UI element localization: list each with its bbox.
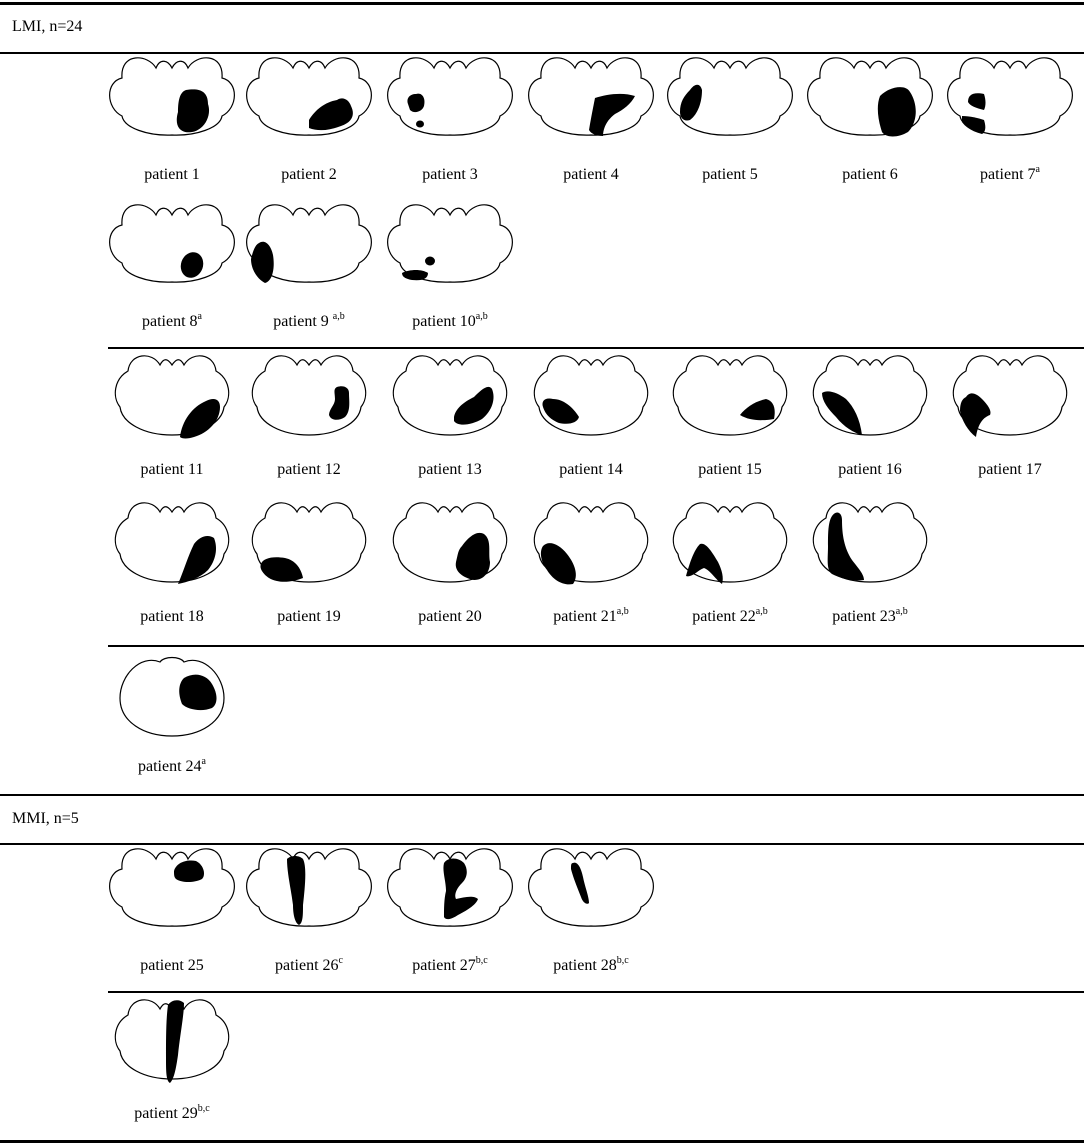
medulla-section-diagram — [666, 56, 794, 156]
patient-label: patient 2 — [281, 166, 337, 183]
patient-label: patient 7 — [980, 166, 1036, 183]
patient-caption — [527, 166, 655, 184]
patient-caption — [806, 166, 934, 184]
medulla-section-diagram — [946, 56, 1074, 156]
patient-caption — [386, 166, 514, 184]
patient-caption — [527, 461, 655, 479]
patient-figure — [666, 498, 794, 648]
patient-caption — [245, 166, 373, 184]
patient-label: patient 27 — [412, 957, 476, 974]
patient-caption — [108, 608, 236, 626]
medulla-section-diagram — [806, 498, 934, 598]
medulla-section-diagram — [946, 351, 1074, 451]
patient-footnote-marker: b,c — [616, 955, 629, 966]
patient-figure — [245, 498, 373, 648]
patient-figure — [245, 351, 373, 501]
patient-label: patient 18 — [140, 608, 204, 625]
patient-label: patient 29 — [134, 1105, 198, 1122]
patient-label: patient 12 — [277, 461, 341, 478]
medulla-section-diagram — [386, 351, 514, 451]
patient-label: patient 23 — [832, 608, 896, 625]
patient-figure — [108, 995, 236, 1145]
patient-footnote-marker: a,b — [895, 606, 908, 617]
patient-label: patient 10 — [412, 313, 476, 330]
patient-caption — [946, 166, 1074, 184]
patient-figure — [108, 203, 236, 353]
patient-figure — [527, 847, 655, 997]
patient-caption — [108, 166, 236, 184]
patient-label: patient 15 — [698, 461, 762, 478]
patient-label: patient 25 — [140, 957, 204, 974]
medulla-section-diagram — [527, 498, 655, 598]
medulla-section-diagram — [108, 203, 236, 303]
patient-label: patient 24 — [138, 758, 202, 775]
patient-figure — [806, 56, 934, 206]
patient-figure — [108, 351, 236, 501]
patient-figure — [386, 498, 514, 648]
medulla-section-diagram — [245, 203, 373, 303]
medulla-section-diagram — [108, 648, 236, 748]
medulla-section-diagram — [108, 995, 236, 1095]
medulla-section-diagram — [806, 56, 934, 156]
patient-footnote-marker: a — [1035, 164, 1040, 175]
patient-label: patient 13 — [418, 461, 482, 478]
patient-figure — [946, 351, 1074, 501]
patient-footnote-marker: a — [197, 311, 202, 322]
group-title-lmi: LMI, n=24 — [12, 18, 83, 35]
patient-caption — [108, 957, 236, 975]
medulla-section-diagram — [245, 498, 373, 598]
patient-caption — [108, 1105, 236, 1123]
patient-label: patient 9 — [273, 313, 333, 330]
medulla-section-diagram — [108, 56, 236, 156]
patient-label: patient 21 — [553, 608, 617, 625]
table-top-rule — [0, 2, 1084, 5]
patient-footnote-marker: c — [338, 955, 343, 966]
group-title-mmi: MMI, n=5 — [12, 810, 79, 827]
mmi-header-rule — [0, 843, 1084, 845]
medulla-section-diagram — [527, 351, 655, 451]
patient-figure — [245, 203, 373, 353]
patient-figure — [108, 56, 236, 206]
medulla-section-diagram — [386, 203, 514, 303]
patient-label: patient 8 — [142, 313, 198, 330]
medulla-section-diagram — [108, 847, 236, 947]
patient-caption — [386, 608, 514, 626]
patient-label: patient 26 — [275, 957, 339, 974]
patient-label: patient 4 — [563, 166, 619, 183]
patient-label: patient 6 — [842, 166, 898, 183]
patient-caption — [108, 313, 236, 331]
patient-caption — [386, 957, 514, 975]
medulla-section-diagram — [527, 56, 655, 156]
patient-figure — [806, 498, 934, 648]
patient-caption — [386, 313, 514, 331]
medulla-section-diagram — [386, 56, 514, 156]
patient-footnote-marker: b,c — [475, 955, 488, 966]
patient-caption — [245, 461, 373, 479]
patient-figure — [386, 203, 514, 353]
patient-caption — [666, 166, 794, 184]
patient-figure — [806, 351, 934, 501]
patient-caption — [946, 461, 1074, 479]
medulla-section-diagram — [108, 351, 236, 451]
patient-figure — [666, 351, 794, 501]
patient-figure — [527, 498, 655, 648]
patient-label: patient 19 — [277, 608, 341, 625]
patient-footnote-marker: a,b — [616, 606, 629, 617]
medulla-section-diagram — [666, 351, 794, 451]
patient-caption — [245, 313, 373, 331]
patient-caption — [108, 461, 236, 479]
patient-figure — [386, 847, 514, 997]
patient-figure — [386, 56, 514, 206]
patient-caption — [527, 608, 655, 626]
medulla-section-diagram — [806, 351, 934, 451]
patient-label: patient 11 — [140, 461, 204, 478]
lmi-header-rule — [0, 52, 1084, 54]
patient-label: patient 14 — [559, 461, 623, 478]
patient-caption — [666, 608, 794, 626]
patient-label: patient 22 — [692, 608, 756, 625]
patient-figure — [108, 648, 236, 798]
patient-caption — [108, 758, 236, 776]
medulla-section-diagram — [245, 847, 373, 947]
patient-footnote-marker: a,b — [475, 311, 488, 322]
patient-label: patient 1 — [144, 166, 200, 183]
patient-figure — [527, 56, 655, 206]
patient-caption — [806, 461, 934, 479]
patient-footnote-marker: b,c — [197, 1103, 210, 1114]
patient-footnote-marker: a,b — [755, 606, 768, 617]
patient-figure — [666, 56, 794, 206]
patient-caption — [666, 461, 794, 479]
patient-figure — [386, 351, 514, 501]
medulla-section-diagram — [666, 498, 794, 598]
patient-figure — [245, 56, 373, 206]
patient-caption — [527, 957, 655, 975]
medulla-section-diagram — [386, 847, 514, 947]
patient-label: patient 16 — [838, 461, 902, 478]
patient-caption — [245, 608, 373, 626]
patient-figure — [108, 498, 236, 648]
patient-figure — [527, 351, 655, 501]
patient-caption — [806, 608, 934, 626]
medulla-section-diagram — [245, 56, 373, 156]
patient-footnote-marker: a,b — [332, 311, 345, 322]
patient-caption — [386, 461, 514, 479]
patient-label: patient 20 — [418, 608, 482, 625]
patient-label: patient 17 — [978, 461, 1042, 478]
medulla-section-diagram — [245, 351, 373, 451]
patient-label: patient 5 — [702, 166, 758, 183]
medulla-section-diagram — [386, 498, 514, 598]
medulla-section-diagram — [527, 847, 655, 947]
patient-caption — [245, 957, 373, 975]
patient-label: patient 28 — [553, 957, 617, 974]
patient-figure — [946, 56, 1074, 206]
medulla-section-diagram — [108, 498, 236, 598]
patient-footnote-marker: a — [201, 756, 206, 767]
patient-label: patient 3 — [422, 166, 478, 183]
patient-figure — [108, 847, 236, 997]
patient-figure — [245, 847, 373, 997]
